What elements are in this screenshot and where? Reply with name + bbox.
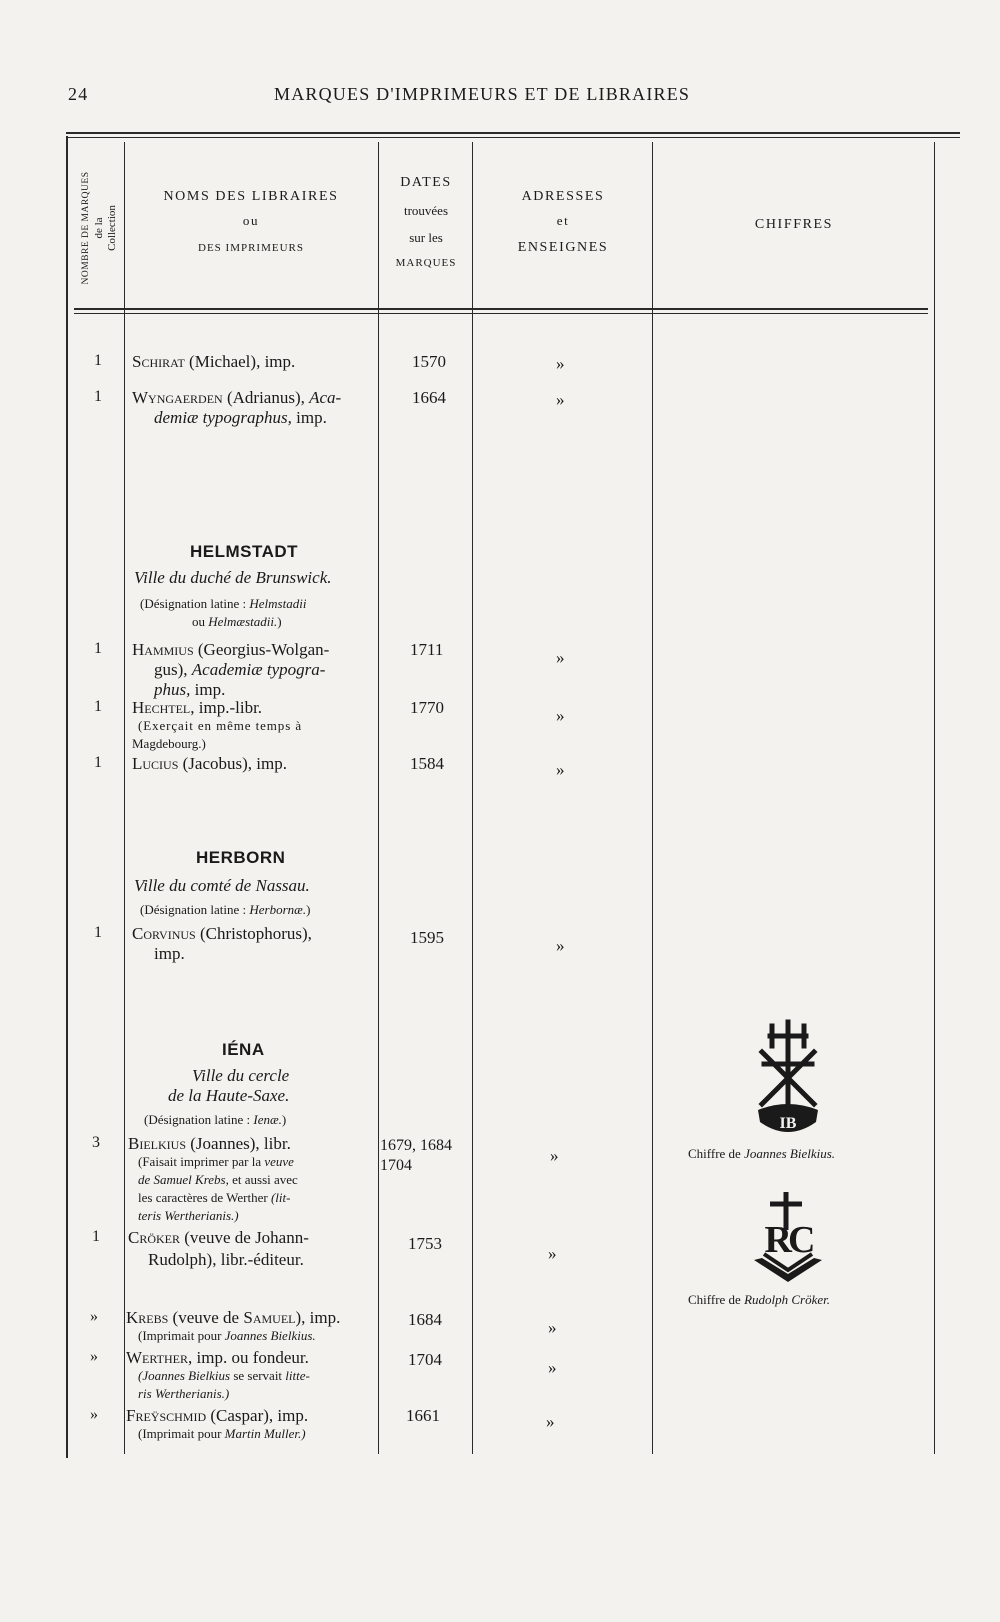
entry-note-cont: Magdebourg.) — [132, 736, 206, 751]
entry-note-cont: teris Wertherianis.) — [138, 1208, 239, 1223]
entry-name: Wyngaerden (Adrianus), Aca- — [132, 388, 342, 407]
entry-date: 1679, 1684 — [380, 1137, 452, 1154]
entry-date: 1753 — [408, 1234, 442, 1253]
col-head-chiffres: CHIFFRES — [754, 217, 834, 232]
svg-text:IB: IB — [779, 1115, 797, 1132]
col-line-4 — [652, 142, 653, 1454]
page-number: 24 — [68, 84, 89, 104]
entry-note: (Joannes Bielkius se servait litte- — [138, 1368, 310, 1383]
bielkius-mark-icon — [750, 1018, 826, 1140]
entry-note-cont: de Samuel Krebs, et aussi avec — [138, 1172, 298, 1187]
latin-designation: (Désignation latine : Ienæ.) — [144, 1112, 287, 1127]
city-subtitle: Ville du comté de Nassau. — [134, 876, 310, 895]
entry-address: » — [548, 1358, 557, 1377]
col-line-1 — [124, 142, 125, 1454]
entry-name: Krebs (veuve de Samuel), imp. — [126, 1308, 341, 1327]
top-rule-2 — [66, 137, 960, 138]
entry-name-cont: phus, imp. — [154, 680, 226, 699]
col-line-3 — [472, 142, 473, 1454]
entry-count: » — [90, 1308, 98, 1325]
latin-designation: (Désignation latine : Herbornæ.) — [140, 902, 311, 917]
entry-note-cont: ris Wertherianis.) — [138, 1386, 230, 1401]
entry-name: Freÿschmid (Caspar), imp. — [126, 1406, 309, 1425]
entry-address: » — [550, 1146, 559, 1165]
entry-count: 3 — [92, 1134, 100, 1151]
running-title: MARQUES D'IMPRIMEURS ET DE LIBRAIRES — [274, 84, 691, 104]
entry-address: » — [548, 1318, 557, 1337]
croker-mark-caption: Chiffre de Rudolph Cröker. — [688, 1292, 831, 1307]
entry-count: » — [90, 1348, 98, 1365]
entry-date: 1704 — [408, 1350, 442, 1369]
entry-date: 1584 — [410, 754, 444, 773]
entry-date: 1664 — [412, 388, 446, 407]
entry-address: » — [556, 706, 565, 725]
entry-date: 1661 — [406, 1406, 440, 1425]
entry-note: (Imprimait pour Martin Muller.) — [138, 1426, 306, 1441]
entry-date: 1570 — [412, 352, 446, 371]
entry-name-cont: demiæ typographus, imp. — [154, 408, 327, 427]
entry-count: 1 — [94, 388, 102, 405]
entry-note: (Faisait imprimer par la veuve — [138, 1154, 294, 1169]
entry-date: 1711 — [410, 640, 444, 659]
city-heading: HELMSTADT — [190, 542, 299, 561]
entry-name: Schirat (Michael), imp. — [132, 352, 296, 371]
entry-note: (Exerçait en même temps à — [138, 718, 302, 733]
entry-name-cont: gus), Academiæ typogra- — [154, 660, 326, 679]
entry-name: Hechtel, imp.-libr. — [132, 698, 263, 717]
entry-date: 1770 — [410, 698, 444, 717]
entry-name: Hammius (Georgius-Wolgan- — [132, 640, 330, 659]
entry-date-2: 1704 — [380, 1157, 412, 1174]
col-head-count: NOMBRE DE MARQUES de la Collection — [81, 171, 118, 285]
entry-name-cont: imp. — [154, 944, 185, 963]
entry-address: » — [548, 1244, 557, 1263]
city-subtitle-cont: de la Haute-Saxe. — [168, 1086, 290, 1105]
entry-count: 1 — [94, 640, 102, 657]
col-head-dates: DATES trouvées sur les MARQUES — [395, 175, 457, 269]
entry-count: 1 — [92, 1228, 100, 1245]
svg-text:RC: RC — [764, 1219, 812, 1261]
entry-count: 1 — [94, 924, 102, 941]
header-rule-2 — [74, 313, 928, 314]
col-head-addresses: ADRESSES et ENSEIGNES — [517, 189, 609, 255]
entry-name: Werther, imp. ou fondeur. — [126, 1348, 309, 1367]
entry-name: Corvinus (Christophorus), — [132, 924, 312, 943]
col-line-2 — [378, 142, 379, 1454]
city-subtitle: Ville du cercle — [192, 1066, 290, 1085]
entry-address: » — [556, 760, 565, 779]
latin-designation: (Désignation latine : Helmstadii — [140, 596, 307, 611]
entry-address: » — [556, 354, 565, 373]
city-heading: HERBORN — [196, 848, 286, 867]
croker-mark-icon — [746, 1190, 830, 1286]
entry-date: 1684 — [408, 1310, 442, 1329]
entry-count: 1 — [94, 698, 102, 715]
entry-name: Bielkius (Joannes), libr. — [128, 1134, 291, 1153]
entry-name: Lucius (Jacobus), imp. — [132, 754, 287, 773]
entry-address: » — [556, 648, 565, 667]
col-line-left — [66, 136, 68, 1458]
city-heading: IÉNA — [222, 1040, 265, 1059]
entry-count: 1 — [94, 352, 102, 369]
top-rule — [66, 132, 960, 134]
entry-address: » — [556, 390, 565, 409]
entry-count: 1 — [94, 754, 102, 771]
entry-address: » — [556, 936, 565, 955]
entry-name-cont: Rudolph), libr.-éditeur. — [148, 1250, 304, 1269]
col-head-names: NOMS DES LIBRAIRES ou DES IMPRIMEURS — [163, 189, 339, 254]
latin-designation-cont: ou Helmæstadii.) — [192, 614, 282, 629]
header-rule — [74, 308, 928, 310]
entry-count: » — [90, 1406, 98, 1423]
bielkius-mark-caption: Chiffre de Joannes Bielkius. — [688, 1146, 836, 1161]
entry-address: » — [546, 1412, 555, 1431]
entry-note: (Imprimait pour Joannes Bielkius. — [138, 1328, 316, 1343]
col-line-right — [934, 142, 935, 1454]
entry-date: 1595 — [410, 928, 444, 947]
entry-name: Cröker (veuve de Johann- — [128, 1228, 309, 1247]
city-subtitle: Ville du duché de Brunswick. — [134, 568, 332, 587]
entry-note-cont: les caractères de Werther (lit- — [138, 1190, 291, 1205]
